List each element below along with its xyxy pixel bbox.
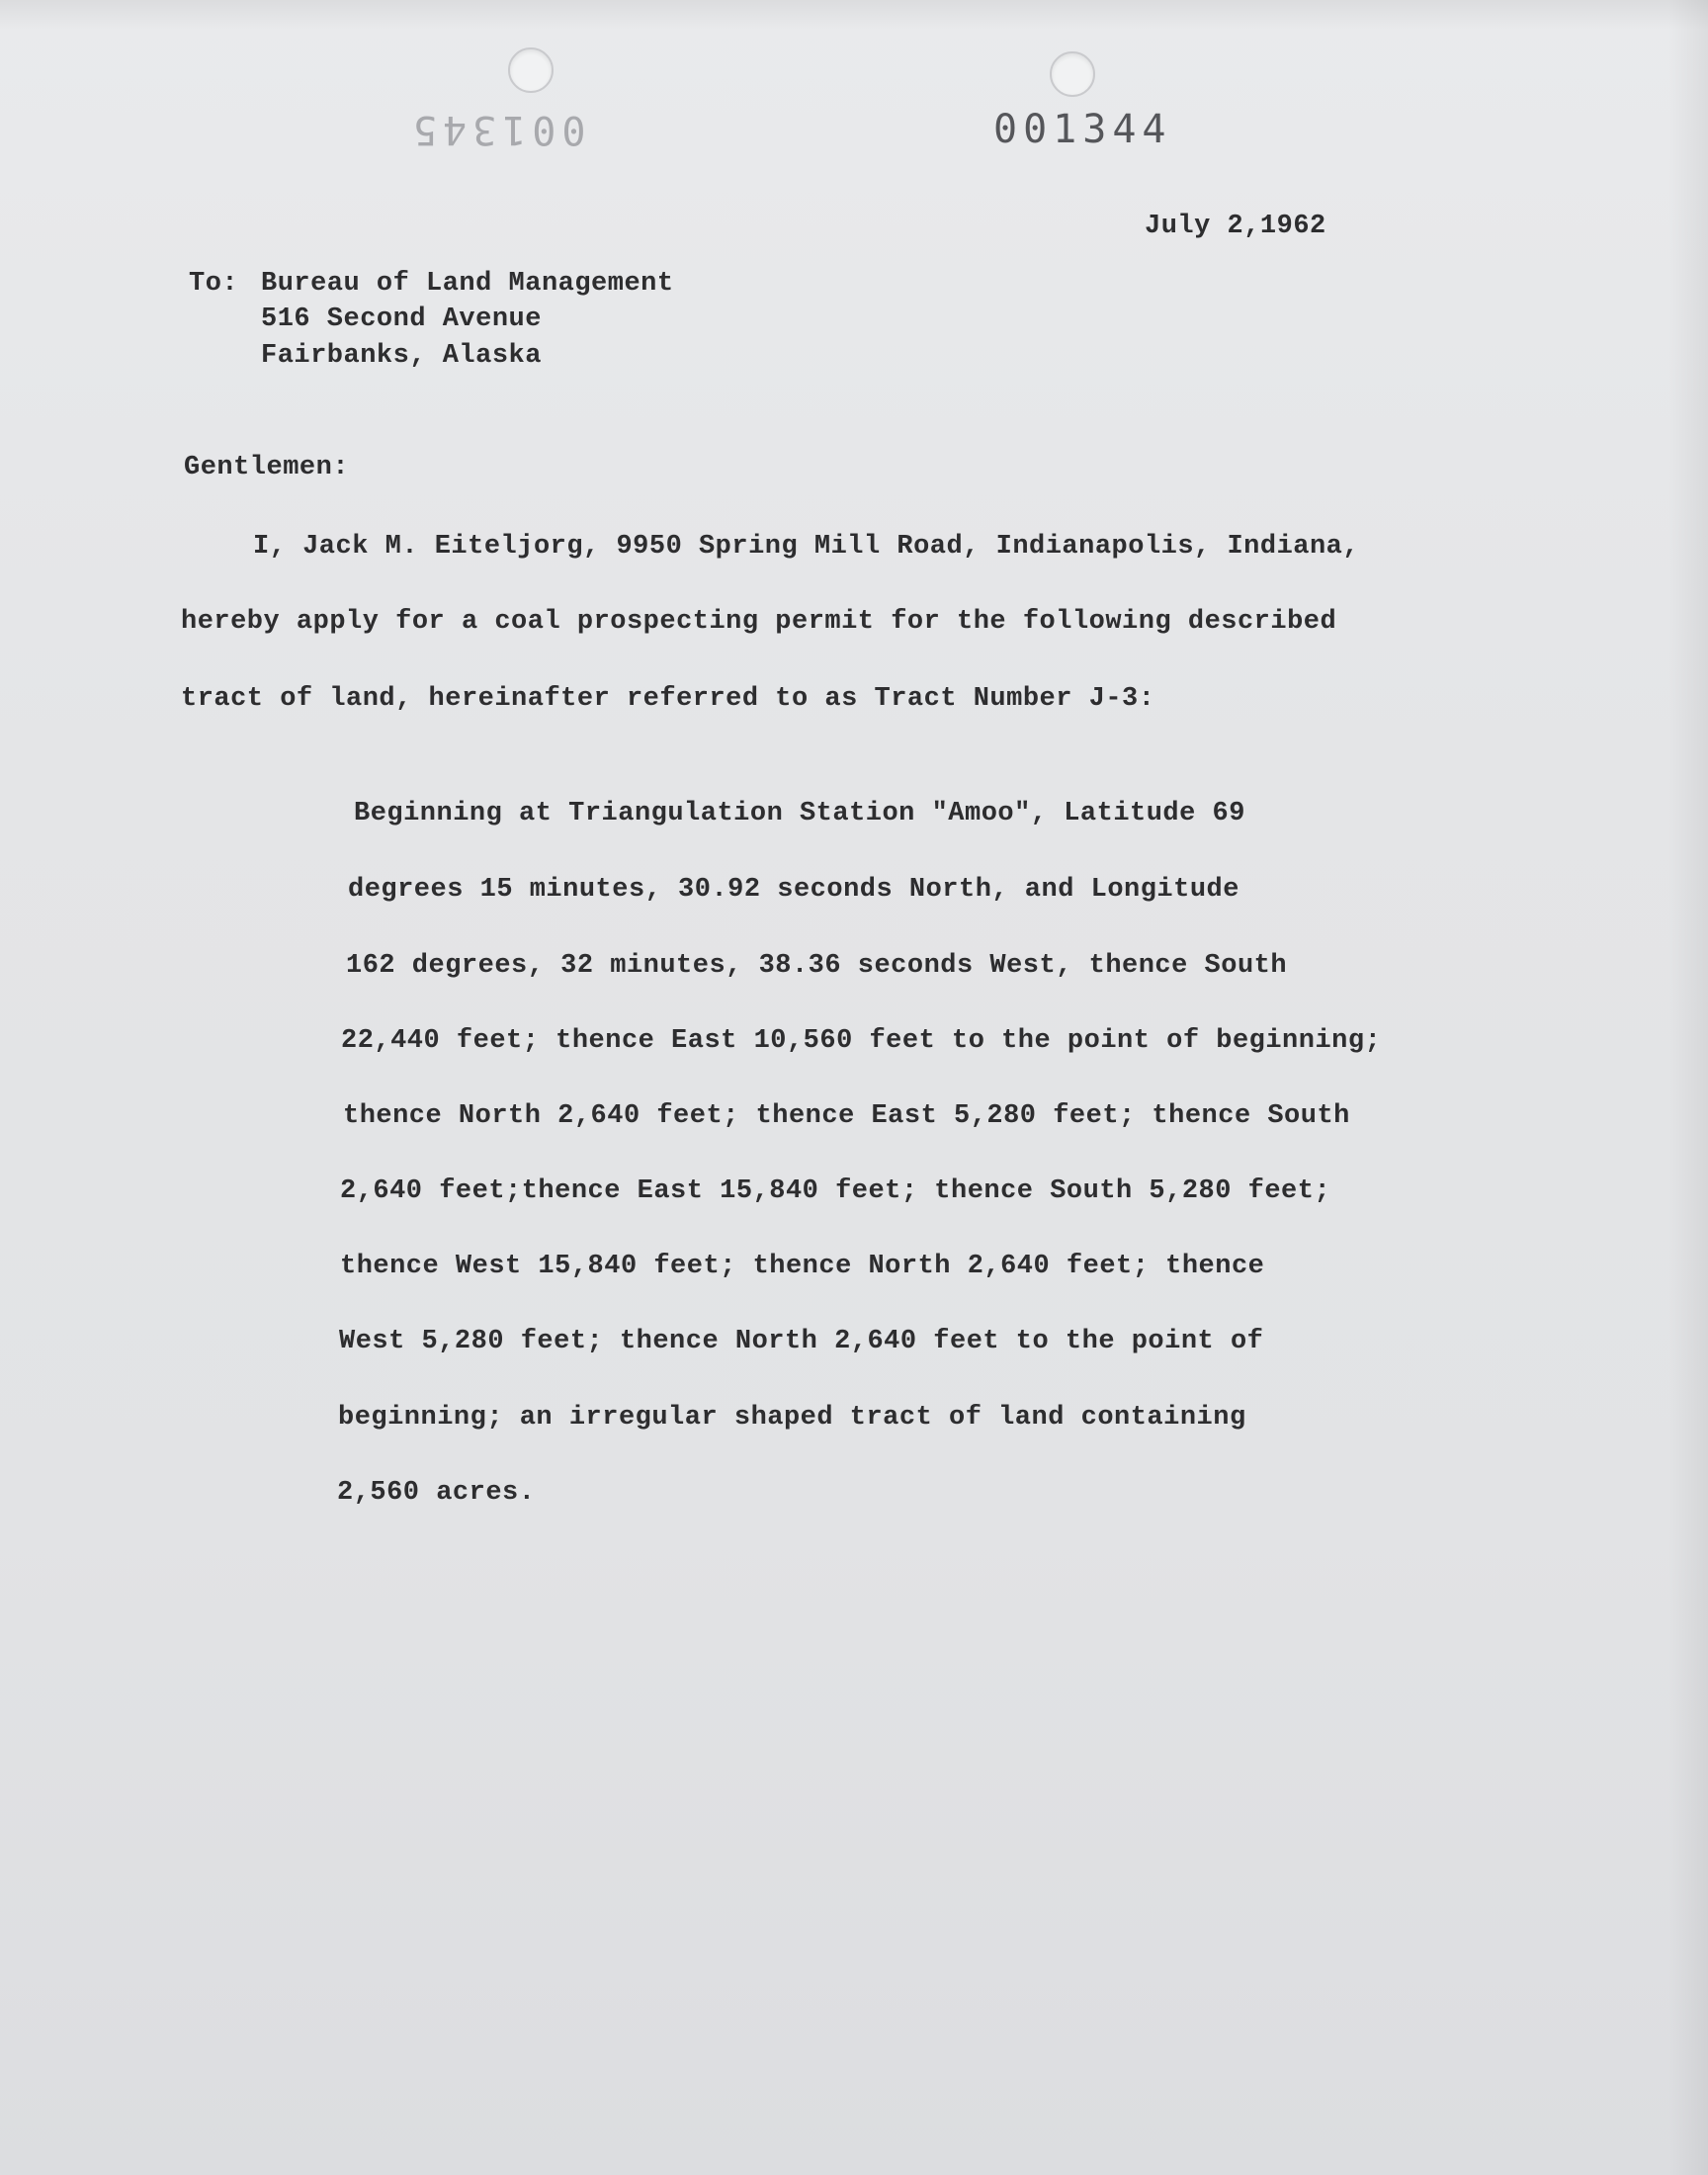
address-line-1: Bureau of Land Management bbox=[261, 269, 674, 299]
address-line-3: Fairbanks, Alaska bbox=[261, 341, 542, 371]
description-line: thence West 15,840 feet; thence North 2,640 feet; thence bbox=[340, 1252, 1265, 1281]
letter-date: July 2,1962 bbox=[1145, 212, 1326, 241]
description-line: 22,440 feet; thence East 10,560 feet to the point of beginning; bbox=[341, 1026, 1382, 1056]
description-line: West 5,280 feet; thence North 2,640 feet to the point of bbox=[339, 1327, 1264, 1356]
mirrored-page-stamp: 001345 bbox=[407, 107, 586, 152]
description-line: 2,640 feet;thence East 15,840 feet; thence South 5,280 feet; bbox=[340, 1176, 1331, 1206]
bleed-through-mark bbox=[465, 395, 1315, 465]
description-line: thence North 2,640 feet; thence East 5,280 feet; thence South bbox=[343, 1101, 1350, 1131]
page-number-stamp: 001344 bbox=[993, 107, 1172, 152]
intro-line: tract of land, hereinafter referred to as Tract Number J-3: bbox=[181, 684, 1155, 714]
intro-line: I, Jack M. Eiteljorg, 9950 Spring Mill Road, Indianapolis, Indiana, bbox=[253, 532, 1360, 562]
intro-line: hereby apply for a coal prospecting permit for the following described bbox=[181, 607, 1337, 637]
punch-hole-right bbox=[1050, 51, 1095, 97]
page-top-edge bbox=[0, 0, 1708, 30]
address-line-2: 516 Second Avenue bbox=[261, 304, 542, 334]
salutation: Gentlemen: bbox=[184, 453, 350, 482]
description-line: Beginning at Triangulation Station "Amoo", Latitude 69 bbox=[354, 799, 1245, 828]
description-line: degrees 15 minutes, 30.92 seconds North, and Longitude bbox=[348, 875, 1239, 905]
page-right-edge bbox=[1668, 0, 1708, 2175]
description-line: 162 degrees, 32 minutes, 38.36 seconds West, thence South bbox=[346, 951, 1288, 981]
address-to-label: To: bbox=[189, 269, 239, 299]
description-line: beginning; an irregular shaped tract of land containing bbox=[338, 1403, 1246, 1433]
punch-hole-left bbox=[508, 47, 554, 93]
description-line: 2,560 acres. bbox=[337, 1478, 536, 1508]
